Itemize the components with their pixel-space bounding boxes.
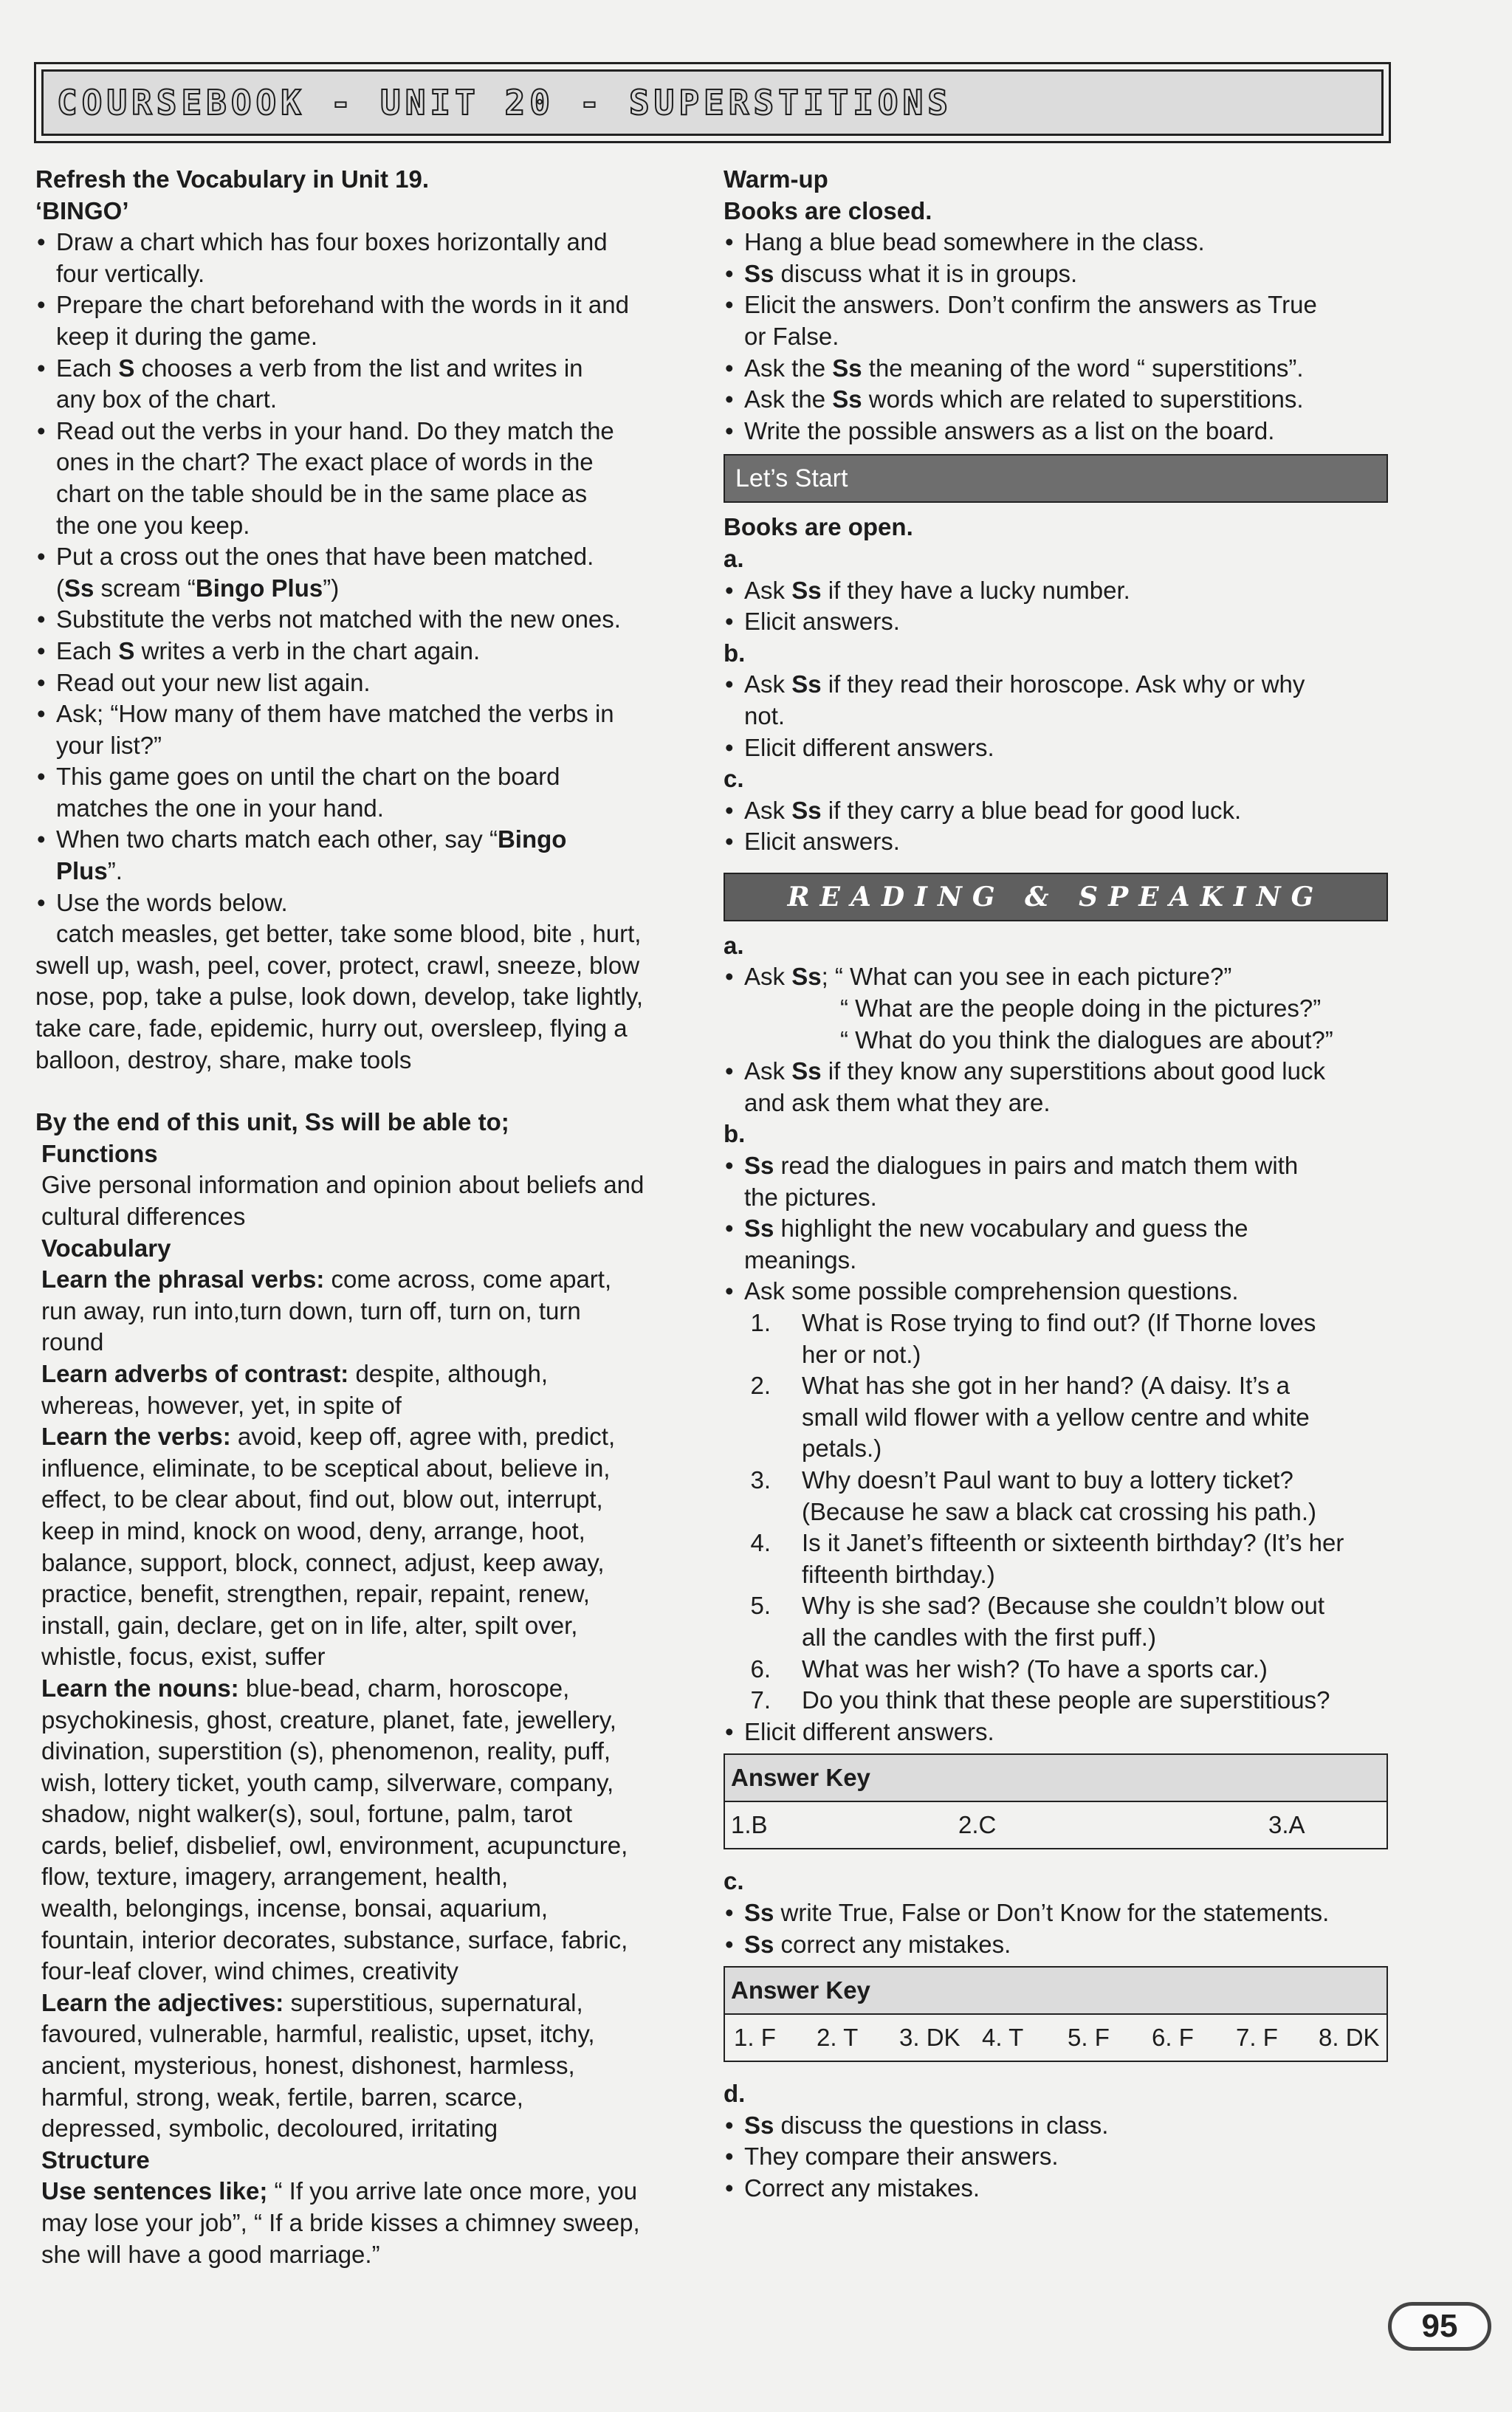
list-item: • Ss highlight the new vocabulary and guess the [724, 1213, 1388, 1245]
nouns-label: Learn the nouns: [41, 1674, 239, 1702]
list-item: • Elicit answers. [724, 826, 1388, 858]
vocabulary-label: Vocabulary [41, 1234, 171, 1262]
unit-title: COURSEBOOK - UNIT 20 - SUPERSTITIONS [57, 83, 952, 123]
list-item: • Ask some possible comprehension questions. [724, 1276, 1388, 1308]
list-item: • Each S chooses a verb from the list and writes in [35, 353, 700, 385]
list-item: • Ask Ss if they carry a blue bead for good luck. [724, 795, 1388, 827]
answer-value: 2. T [817, 2024, 859, 2052]
section-label: c. [724, 1867, 744, 1895]
list-item: • Elicit the answers. Don’t confirm the answers as True [724, 289, 1388, 321]
list-item: • They compare their answers. [724, 2141, 1388, 2173]
answer-key-label: Answer Key [725, 1968, 1386, 2015]
list-item: • Each S writes a verb in the chart again. [35, 636, 700, 667]
answer-value: 8. DK [1319, 2024, 1380, 2052]
list-item: • Elicit different answers. [724, 1717, 1388, 1748]
section-label: c. [724, 765, 744, 793]
reading-speaking-bar: READING & SPEAKING [724, 873, 1388, 921]
refresh-heading: Refresh the Vocabulary in Unit 19. [35, 165, 430, 193]
bingo-title: ‘BINGO’ [35, 196, 129, 224]
question-item: 7. Do you think that these people are superstitious? [750, 1686, 1330, 1714]
section-label: d. [724, 2080, 746, 2108]
answer-value: 3. DK [899, 2024, 961, 2052]
answer-key-label: Answer Key [725, 1755, 1386, 1802]
list-item: • Read out the verbs in your hand. Do they match the [35, 416, 700, 447]
question-item: 3. Why doesn’t Paul want to buy a lottery ticket? [750, 1466, 1293, 1494]
list-item: • Ss discuss the questions in class. [724, 2110, 1388, 2142]
list-item: • Prepare the chart beforehand with the words in it and [35, 289, 700, 321]
list-item: • Ask Ss if they have a lucky number. [724, 575, 1388, 607]
answer-value: 7. F [1236, 2024, 1278, 2052]
list-item: • Use the words below. [35, 887, 700, 919]
section-label: a. [724, 544, 744, 572]
books-closed: Books are closed. [724, 196, 932, 224]
list-item: • Substitute the verbs not matched with the new ones. [35, 604, 700, 636]
list-item: • Ask Ss if they know any superstitions about good luck [724, 1056, 1388, 1088]
question-item: 6. What was her wish? (To have a sports car.) [750, 1655, 1268, 1683]
right-column: Warm-up Books are closed. • Hang a blue bead somewhere in the class. • Ss discuss what it is in groups. • Elicit the answers. Don’t confirm the answers as True or False. • Ask the Ss the meaning of the word “ superstitions”. • Ask the Ss words which are related to superstitions. • Write the possible answers as a list on the board. Let’s Start Books are open. a. • Ask Ss if they have a lucky number. • Elicit answers. b. • Ask Ss if they read their horoscope. Ask why or why not. • Elicit different answers. c. • Ask Ss if they carry a blue bead for good luck. • Elicit answers. READING & SPEAKING a. • Ask Ss; “ What can you see in each picture?” “ What are the people doing in the pictures?” “ What do you think the dialogues are about?” • Ask Ss if they know any superstitions about good luck and ask them what they are. b. • Ss read the dialogues in pairs and match them with the pictures. • Ss highlight the new vocabulary and guess the meanings. • Ask some possible comprehension questions. 1. What is Rose trying to find out? (If Thorne loves her or not.) 2. What has she got in her hand? (A daisy. It’s a small wild flower with a yellow centre and white petals.) 3. Why doesn’t Paul want to buy a lottery ticket? (Because he saw a black cat crossing his path.) 4. Is it Janet’s fifteenth or sixteenth birthday? (It’s her fifteenth birthday.) 5. Why is she sad? (Because she couldn’t blow out all the candles with the first puff.) 6. What was her wish? (To have a sports car.) 7. Do you think that these people are superstitious? • Elicit different answers. Answer Key 1.B 2.C 3.A c. • Ss write True, False or Don’t Know for the statements. • Ss correct any mistakes. Answer Key 1. F 2. T 3. DK 4. T 5. F 6. F 7. F 8. DK d. • Ss discuss the questions in class. • They compare their answers. • Correct any mistakes. [724, 164, 1388, 2204]
answer-value: 1.B [731, 1811, 768, 1839]
list-item: • Write the possible answers as a list on the board. [724, 416, 1388, 447]
list-item: • Draw a chart which has four boxes horizontally and [35, 227, 700, 258]
list-item: • Elicit different answers. [724, 732, 1388, 764]
answer-value: 5. F [1068, 2024, 1110, 2052]
functions-label: Functions [41, 1139, 158, 1167]
word-list-line: nose, pop, take a pulse, look down, develop, take lightly, [35, 983, 644, 1011]
list-item: • Ask Ss if they read their horoscope. Ask why or why [724, 669, 1388, 701]
phrasal-label: Learn the phrasal verbs: [41, 1265, 325, 1293]
books-open: Books are open. [724, 513, 913, 541]
list-item: • Ss read the dialogues in pairs and match them with [724, 1150, 1388, 1182]
left-column: Refresh the Vocabulary in Unit 19. ‘BINGO’ • Draw a chart which has four boxes horizontally and four vertically. • Prepare the chart beforehand with the words in it and keep it during the game. • Each S chooses a verb from the list and writes in any box of the chart. • Read out the verbs in your hand. Do they match the ones in the chart? The exact place of words in the chart on the table should be in the same place as the one you keep. • Put a cross out the ones that have been matched. (Ss scream “Bingo Plus”) • Substitute the verbs not matched with the new ones. • Each S writes a verb in the chart again. • Read out your new list again. • Ask; “How many of them have matched the verbs in your list?” • This game goes on until the chart on the board matches the one in your hand. • When two charts match each other, say “Bingo Plus”. • Use the words below. catch measles, get better, take some blood, bite , hurt, swell up, wash, peel, cover, protect, crawl, sneeze, blow nose, pop, take a pulse, look down, develop, take lightly, take care, fade, epidemic, hurry out, oversleep, flying a balloon, destroy, share, make tools By the end of this unit, Ss will be able to; Functions Give personal information and opinion about beliefs and cultural differences Vocabulary Learn the phrasal verbs: come across, come apart, run away, run into,turn down, turn off, turn on, turn round Learn adverbs of contrast: despite, although, whereas, however, yet, in spite of Learn the verbs: avoid, keep off, agree with, predict, influence, eliminate, to be sceptical about, believe in, effect, to be clear about, find out, blow out, interrupt, keep in mind, knock on wood, deny, arrange, hoot, balance, support, block, connect, adjust, keep away, practice, benefit, strengthen, repair, repaint, renew, install, gain, declare, get on in life, alter, spilt over, whistle, focus, exist, suffer Learn the nouns: blue-bead, charm, horoscope, psychokinesis, ghost, creature, planet, fate, jewellery, divination, superstition (s), phenomenon, reality, puff, wish, lottery ticket, youth camp, silverware, company, shadow, night walker(s), soul, fortune, palm, tarot cards, belief, disbelief, owl, environment, acupuncture, flow, texture, imagery, arrangement, health, wealth, belongings, incense, bonsai, aquarium, fountain, interior decorates, substance, surface, fabric, four-leaf clover, wind chimes, creativity Learn the adjectives: superstitious, supernatural, favoured, vulnerable, harmful, realistic, upset, itchy, ancient, mysterious, honest, dishonest, harmless, harmful, strong, weak, fertile, barren, scarce, depressed, symbolic, decoloured, irritating Structure Use sentences like; “ If you arrive late once more, you may lose your job”, “ If a bride kisses a chimney sweep, she will have a good marriage.” [35, 164, 700, 2270]
outcomes-title: By the end of this unit, Ss will be able to; [35, 1108, 509, 1136]
section-label: b. [724, 639, 746, 667]
answer-value: 1. F [734, 2024, 776, 2052]
list-item: • Read out your new list again. [35, 667, 700, 699]
answer-value: 6. F [1152, 2024, 1194, 2052]
list-item: • Ss write True, False or Don’t Know for the statements. [724, 1897, 1388, 1929]
list-item: • Put a cross out the ones that have been matched. [35, 541, 700, 573]
question-item: 4. Is it Janet’s fifteenth or sixteenth birthday? (It’s her [750, 1529, 1344, 1557]
answer-key-box [724, 1753, 1388, 1849]
adjectives-label: Learn the adjectives: [41, 1988, 284, 2016]
answer-value: 4. T [982, 2024, 1024, 2052]
word-list-line: catch measles, get better, take some blood, bite , hurt, [56, 920, 642, 948]
word-list-line: swell up, wash, peel, cover, protect, crawl, sneeze, blow [35, 951, 640, 979]
unit-header-banner [34, 62, 1391, 143]
list-item: • When two charts match each other, say “Bingo [35, 824, 700, 856]
page-number: 95 [1388, 2302, 1491, 2351]
list-item: • Ss discuss what it is in groups. [724, 258, 1388, 290]
answer-value: 3.A [1268, 1811, 1305, 1839]
verbs-label: Learn the verbs: [41, 1423, 231, 1451]
list-item: • This game goes on until the chart on the board [35, 761, 700, 793]
sentences-label: Use sentences like; [41, 2177, 268, 2205]
list-item: • Ss correct any mistakes. [724, 1929, 1388, 1961]
list-item: • Ask; “How many of them have matched the verbs in [35, 698, 700, 730]
word-list-line: take care, fade, epidemic, hurry out, oversleep, flying a [35, 1014, 628, 1042]
list-item: • Ask the Ss the meaning of the word “ superstitions”. [724, 353, 1388, 385]
question-item: 1. What is Rose trying to find out? (If Thorne loves [750, 1309, 1316, 1336]
list-item: • Ask the Ss words which are related to superstitions. [724, 384, 1388, 416]
word-list-line: balloon, destroy, share, make tools [35, 1045, 412, 1073]
lets-start-bar: Let’s Start [724, 454, 1388, 503]
section-label: a. [724, 931, 744, 959]
structure-label: Structure [41, 2145, 150, 2174]
adverbs-label: Learn adverbs of contrast: [41, 1359, 349, 1387]
question-item: 2. What has she got in her hand? (A daisy. It’s a [750, 1372, 1290, 1400]
section-label: b. [724, 1120, 746, 1148]
answer-key-box [724, 1966, 1388, 2062]
question-item: 5. Why is she sad? (Because she couldn’t blow out [750, 1592, 1325, 1620]
list-item: • Hang a blue bead somewhere in the class. [724, 227, 1388, 258]
warmup-title: Warm-up [724, 165, 828, 193]
list-item: • Correct any mistakes. [724, 2173, 1388, 2205]
list-item: • Ask Ss; “ What can you see in each picture?” [724, 961, 1388, 993]
list-item: • Elicit answers. [724, 606, 1388, 638]
answer-value: 2.C [958, 1811, 997, 1839]
